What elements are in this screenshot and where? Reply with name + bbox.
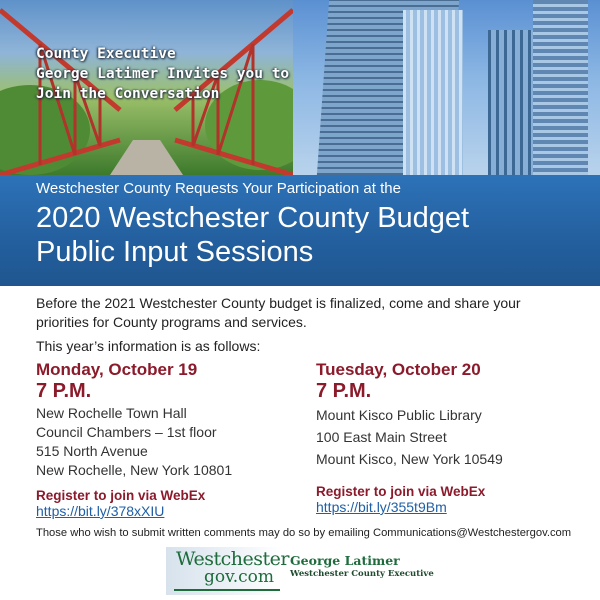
intro-paragraph: Before the 2021 Westchester County budget is finalized, come and share your priorities for County programs and services. <box>36 295 521 330</box>
executive-name: George Latimer <box>290 553 400 568</box>
address-line: Council Chambers – 1st floor <box>36 424 217 440</box>
banner-title-line-2: Public Input Sessions <box>36 236 314 268</box>
session-time: 7 P.M. <box>36 380 92 402</box>
info-line: This year’s information is as follows: <box>36 338 261 354</box>
hero-title-line-2: George Latimer Invites you to <box>36 66 290 82</box>
hero-image <box>0 0 600 175</box>
footer-note: Those who wish to submit written comments may do so by emailing Communications@Westchestergov.com <box>36 527 572 539</box>
logo-underline <box>174 589 280 591</box>
address-line: Mount Kisco, New York 10549 <box>316 451 503 467</box>
banner-subtitle: Westchester County Requests Your Participation at the <box>36 180 401 197</box>
tower-left-face <box>403 10 463 175</box>
address-line: New Rochelle, New York 10801 <box>36 462 233 478</box>
webex-link-tuesday[interactable]: https://bit.ly/355t9Bm <box>316 499 447 515</box>
session-tuesday <box>316 360 586 517</box>
hero-title-line-1: County Executive <box>36 46 176 62</box>
register-label: Register to join via WebEx <box>316 484 486 499</box>
register-label: Register to join via WebEx <box>36 488 206 503</box>
hero-title <box>36 44 289 104</box>
banner-title <box>36 201 469 269</box>
executive-role: Westchester County Executive <box>290 569 434 579</box>
session-monday <box>36 360 306 521</box>
skyscraper-photo <box>293 0 600 175</box>
logo-gov: gov.com <box>204 567 274 587</box>
session-day: Tuesday, October 20 <box>316 360 481 379</box>
banner-title-line-1: 2020 Westchester County Budget <box>36 202 470 234</box>
banner <box>0 175 600 286</box>
hero-title-line-3: Join the Conversation <box>36 86 220 102</box>
session-day: Monday, October 19 <box>36 360 198 379</box>
webex-link-monday[interactable]: https://bit.ly/378xXIU <box>36 503 165 519</box>
address-line: 515 North Avenue <box>36 443 148 459</box>
address-line: 100 East Main Street <box>316 429 447 445</box>
westchestergov-logo[interactable] <box>166 547 289 595</box>
address-line: Mount Kisco Public Library <box>316 407 482 423</box>
address-line: New Rochelle Town Hall <box>36 405 187 421</box>
tower-right-face <box>533 0 588 175</box>
logo-word: Westchester <box>176 548 289 570</box>
session-time: 7 P.M. <box>316 380 372 402</box>
